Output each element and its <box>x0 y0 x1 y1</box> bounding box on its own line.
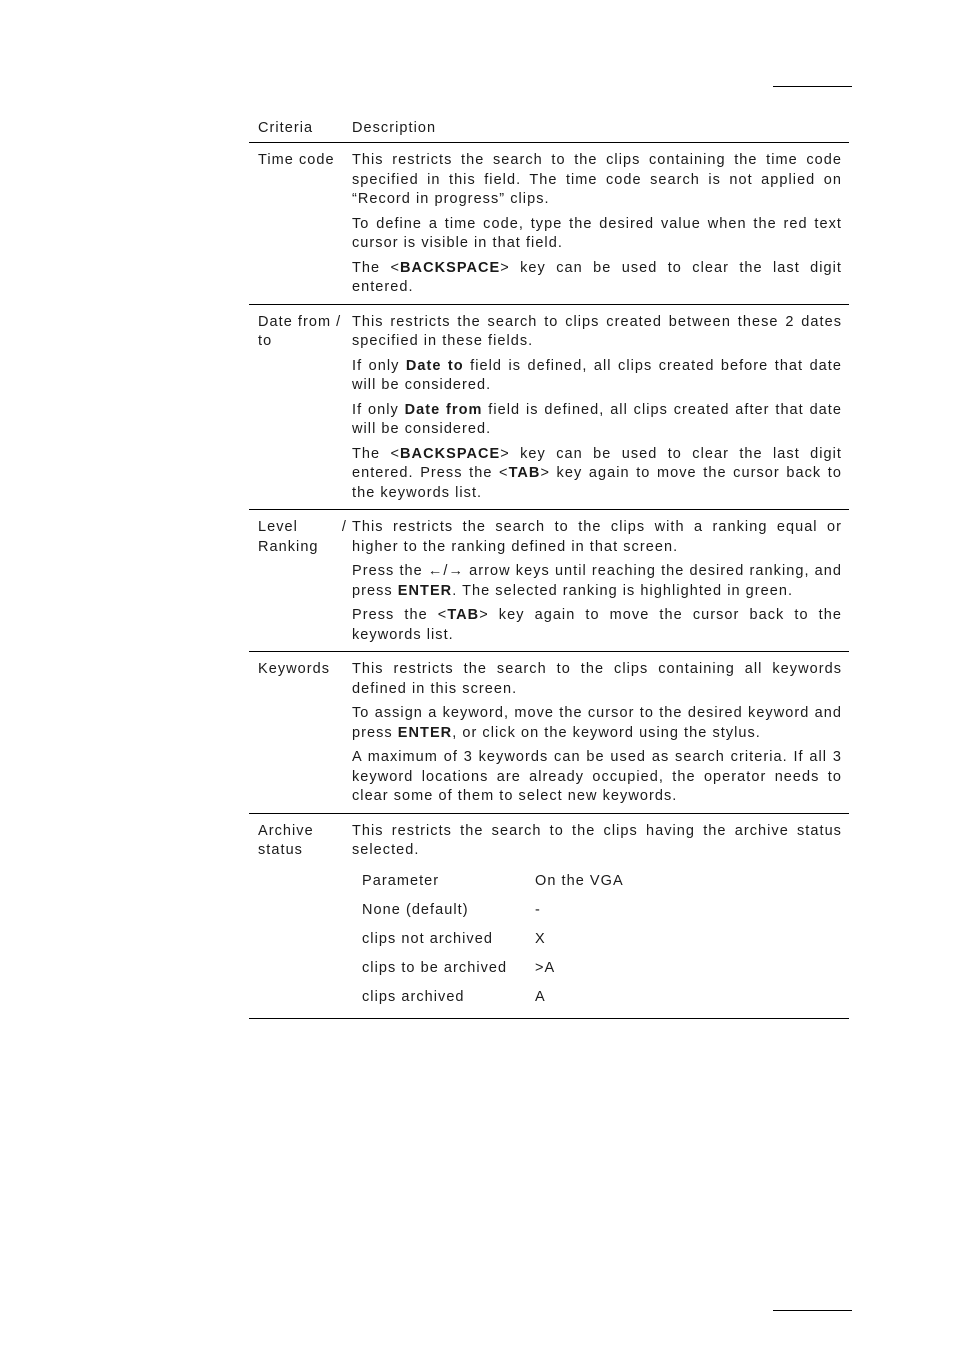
paragraph: This restricts the search to clips created between these 2 dates specified in these fields. <box>352 313 842 349</box>
key-name: TAB <box>447 607 480 623</box>
parameter-cell: None (default) <box>362 902 469 918</box>
description-date-from-to <box>352 310 849 506</box>
table-row-time-code <box>249 143 849 305</box>
paragraph: This restricts the search to the clips containing the time code specified in this field. The time code search is not applied on “Record in progress” clips. <box>352 152 842 207</box>
parameter-cell: clips archived <box>362 989 465 1005</box>
vga-header: On the VGA <box>535 873 624 889</box>
paragraph: A maximum of 3 keywords can be used as search criteria. If all 3 keyword locations are already occupied, the operator needs to clear some of them to select new keywords. <box>352 749 842 804</box>
paragraph: The <BACKSPACE> key can be used to clear the last digit entered. <box>352 259 842 295</box>
vga-cell: >A <box>535 960 556 976</box>
archive-status-subtable <box>362 867 842 1012</box>
header-rule <box>773 86 852 87</box>
paragraph: This restricts the search to the clips with a ranking equal or higher to the ranking defined in that screen. <box>352 519 842 555</box>
paragraph: If only Date to field is defined, all clips created before that date will be considered. <box>352 357 842 393</box>
table-row-level-ranking <box>249 510 849 652</box>
parameter-cell: clips to be archived <box>362 960 508 976</box>
key-name: BACKSPACE <box>400 445 501 462</box>
criteria-date-from-to: Date from / to <box>258 313 342 349</box>
subtable-row <box>362 983 842 1012</box>
subtable-header <box>362 867 842 896</box>
criteria-level-ranking: Level / Ranking <box>258 519 347 555</box>
footer-rule <box>773 1310 852 1311</box>
vga-cell: A <box>535 989 546 1005</box>
paragraph: Press the <TAB> key again to move the cursor back to the keywords list. <box>352 607 842 643</box>
description-column-header: Description <box>352 120 437 136</box>
parameter-cell: clips not archived <box>362 931 493 947</box>
key-name: ENTER <box>397 582 453 599</box>
subtable-row <box>362 925 842 954</box>
key-name: BACKSPACE <box>400 259 501 276</box>
key-name: TAB <box>508 465 541 481</box>
subtable-row <box>362 954 842 983</box>
key-name: ENTER <box>397 724 453 741</box>
paragraph: Press the ←/→ arrow keys until reaching the desired ranking, and press ENTER. The selected ranking is highlighted in green. <box>352 563 842 599</box>
criteria-column-header: Criteria <box>258 120 314 136</box>
description-level-ranking <box>352 515 849 647</box>
paragraph: If only Date from field is defined, all clips created after that date will be considered. <box>352 401 842 437</box>
table-row-date-from-to <box>249 305 849 511</box>
vga-cell: X <box>535 931 546 947</box>
paragraph: This restricts the search to the clips having the archive status selected. <box>352 822 842 858</box>
table-row-archive-status <box>249 814 849 1019</box>
paragraph: To define a time code, type the desired value when the red text cursor is visible in that field. <box>352 215 842 251</box>
paragraph: To assign a keyword, move the cursor to the desired keyword and press ENTER, or click on the keyword using the stylus. <box>352 705 842 741</box>
parameter-header: Parameter <box>362 873 440 889</box>
field-name: Date to <box>405 357 464 374</box>
table-row-keywords <box>249 652 849 814</box>
paragraph: The <BACKSPACE> key can be used to clear the last digit entered. Press the <TAB> key again to move the cursor back to the keywords list. <box>352 445 842 501</box>
criteria-keywords: Keywords <box>258 661 331 677</box>
subtable-row <box>362 896 842 925</box>
vga-cell: - <box>535 902 541 918</box>
paragraph: This restricts the search to the clips containing all keywords defined in this screen. <box>352 661 842 697</box>
description-time-code <box>352 148 849 300</box>
table-header <box>249 116 849 143</box>
search-criteria-table <box>249 116 849 1019</box>
description-archive-status <box>352 819 849 1014</box>
criteria-archive-status: Archive status <box>258 822 314 858</box>
criteria-time-code: Time code <box>258 152 335 168</box>
field-name: Date from <box>404 401 483 418</box>
description-keywords <box>352 657 849 809</box>
